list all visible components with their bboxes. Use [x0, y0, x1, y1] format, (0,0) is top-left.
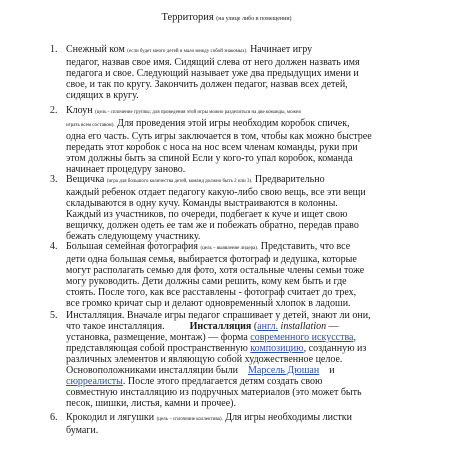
item-text: сидящих в кругу.	[66, 90, 139, 101]
item-number: 6.	[50, 412, 58, 423]
item-text: совместную инсталляцию из подручных материалов (это может быть	[66, 387, 362, 398]
item-number: 3.	[50, 174, 58, 185]
item-text: вещичку, должен одеть ее там же и побежать обратно, передав право	[66, 220, 359, 231]
item-heading: Большая семейная фотография	[66, 241, 198, 252]
item-text: складываются в одну кучу. Команды выстраиваются в колонны.	[66, 198, 338, 209]
item-number: 1.	[50, 44, 58, 55]
item-text: представляющая собой пространственную	[66, 343, 248, 354]
item-heading: Крокодил и лягушки	[66, 412, 155, 423]
item-text: бумаги.	[66, 425, 99, 436]
item-text: песок, шишки, листья, камни и прочее).	[66, 398, 236, 409]
list-item-6	[50, 412, 396, 436]
item-number: 5.	[50, 310, 58, 321]
link-composition[interactable]: композицию	[250, 343, 304, 354]
item-text: педагог, назвав свое имя. Сидящий слева от него должен назвать имя	[66, 57, 360, 68]
item-text: Представить, что все	[260, 241, 351, 252]
item-text: что такое инсталляция.	[66, 321, 165, 332]
item-text: Каждый из участников, по очереди, подбегает к куче и ищет свою	[66, 209, 348, 220]
item-note: (если будет много детей и мало между собой знакомых).	[127, 49, 248, 54]
link-modern-art[interactable]: современного искусства	[250, 332, 354, 343]
title-main: Территория	[161, 12, 214, 23]
page-title	[0, 12, 453, 23]
link-duchamp[interactable]: Марсель Дюшан	[248, 365, 320, 376]
item-note: (цель - сплочение группы; для проведения этой игры можно разделиться на две команды, можно	[95, 110, 302, 115]
item-text: Начинает игру	[250, 44, 313, 55]
title-subtitle: (на улице либо в помещении)	[216, 16, 292, 22]
link-surrealists[interactable]: сюрреалисты	[66, 376, 123, 387]
list-item-1	[50, 44, 396, 101]
term-installation: Инсталляция	[189, 321, 252, 332]
term-english: installation	[280, 321, 327, 332]
item-text: начинает процедуру заново.	[66, 164, 186, 175]
item-heading: Вещичка	[66, 174, 105, 185]
item-text: могу руководить. Дети должны сами решить, кому кем быть и где	[66, 276, 347, 287]
list-item-2	[50, 105, 396, 175]
item-text: установка, размещение, монтаж) — форма	[66, 332, 248, 343]
item-note: (игра для большого количества детей, команд должно быть 2 или 3).	[106, 179, 253, 184]
item-text: каждый ребенок отдает педагогу какую-либо свою вещь, все эти вещи	[66, 187, 366, 198]
item-note: (цель – выявление лидера).	[200, 246, 259, 251]
list-item-5: 5. Инсталляция. Вначале игры педагог спрашивает у детей, знают ли они, что такое инсталляция. Инсталляция (англ. installation — установка, размещение, монтаж) — форма современного искусства, представляющая собой пространственную композицию, созданную из различных элементов и являющую собой художественное целое. Основоположниками инсталляции были Марсель Дюшан и сюрреалисты. После этого предлагается детям создать свою совместную инсталляцию из подручных материалов (это может быть песок, шишки, листья, камни и прочее).	[66, 310, 396, 409]
item-text: Предварительно	[254, 174, 325, 185]
item-text: могут располагать семью для фото, хотя остальные члены семьи тоже	[66, 265, 365, 276]
item-text: стоять. После того, как все расставлены - фотограф считает до трех,	[66, 287, 357, 298]
item-text: Для проведения этой игры необходим коробок спичек,	[117, 118, 350, 129]
item-text: Основоположниками инсталляции были	[66, 365, 239, 376]
item-text: одна его часть. Суть игры заключается в том, чтобы как можно быстрее	[66, 131, 372, 142]
item-heading: Клоун	[66, 105, 93, 116]
item-text: передать этот коробок с носа на нос всем членам команды, руки при	[66, 142, 358, 153]
item-number: 2.	[50, 105, 58, 116]
item-text: педагога и свое. Следующий называет уже два предыдущих имени и	[66, 68, 359, 79]
list-item-4	[50, 241, 396, 309]
item-text: этом должны быть за спиной Если у кого-то упал коробок, команда	[66, 153, 353, 164]
item-note: (цель – сплочение коллектива).	[156, 417, 223, 422]
list-item-3	[50, 174, 396, 242]
item-note: играть всем составом).	[66, 123, 115, 128]
item-text: Для игры необходимы листки	[225, 412, 353, 423]
item-text: дети одна большая семья, выбирается фотограф и дедушка, которые	[66, 254, 357, 265]
item-text: Инсталляция. Вначале игры педагог спрашивает у детей, знают ли они,	[66, 310, 371, 321]
item-heading: Снежный ком	[66, 44, 125, 55]
item-text: бежать следующему участнику.	[66, 231, 201, 242]
item-text: различных элементов и являющую собой художественное целое.	[66, 354, 343, 365]
item-number: 4.	[50, 241, 58, 252]
link-english[interactable]: англ.	[257, 321, 279, 332]
item-text: все громко кричат сыр и делают одновременный хлопок в ладоши.	[66, 298, 351, 309]
item-text: свое, и так по кругу. Закончить должен педагог, назвав всех детей,	[66, 79, 348, 90]
